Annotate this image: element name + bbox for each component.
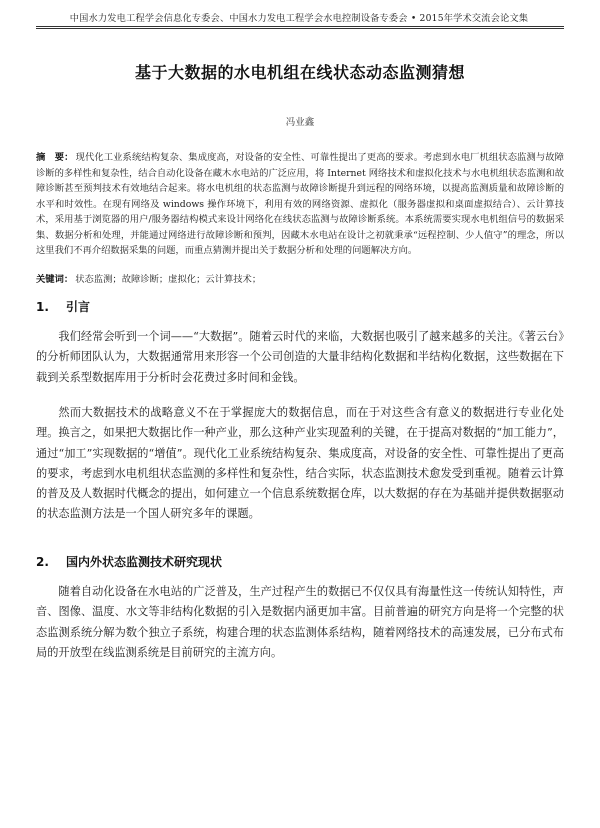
section-number: 1. <box>36 300 49 314</box>
abstract <box>36 150 564 259</box>
section-title: 国内外状态监测技术研究现状 <box>66 555 223 569</box>
section-number: 2. <box>36 555 49 569</box>
author-name: 冯业鑫 <box>285 117 315 128</box>
paragraph: 然而大数据技术的战略意义不在于掌握庞大的数据信息，而在于对这些含有意义的数据进行专业化处理。换言之，如果把大数据比作一种产业，那么这种产业实现盈利的关键，在于提高对数据的“加工能力”，通过“加工”实现数据的“增值”。现代化工业系统结构复杂、集成度高，对设备的安全性、可靠性提出了更高的要求，考虑到水电机组状态监测的多样性和复杂性，结合实际，状态监测技术愈发受到重视。随着云计算的普及及人数据时代概念的提出，如何建立一个信息系统数据仓库，以大数据的存在为基础并提供数据驱动的状态监测方法是一个国人研究多年的课题。 <box>36 406 564 521</box>
keywords-text: 状态监测；故障诊断；虚拟化；云计算技术； <box>75 274 262 285</box>
keywords-label: 关键词： <box>36 274 74 285</box>
paper-title: 基于大数据的水电机组在线状态动态监测猜想 <box>134 63 465 82</box>
paragraph: 随着自动化设备在水电站的广泛普及，生产过程产生的数据已不仅仅具有海量性这一传统认知特性，声音、图像、温度、水文等非结构化数据的引入是数据内涵更加丰富。目前普遍的研究方向是将一个完整的状态监测系统分解为数个独立子系统，构建合理的状态监测体系结构，随着网络技术的高速发展，已分布式布局的开放型在线监测系统是目前研究的主流方向。 <box>36 585 564 659</box>
abstract-label: 摘 要： <box>36 152 74 163</box>
keywords <box>36 272 564 287</box>
running-header: 中国水力发电工程学会信息化专委会、中国水力发电工程学会水电控制设备专委会 • 2015年学术交流会论文集 <box>69 13 529 24</box>
section-title: 引言 <box>66 300 91 314</box>
section-heading-research-status <box>36 553 222 570</box>
paragraph: 我们经常会听到一个词——“大数据”。随着云时代的来临，大数据也吸引了越来越多的关注。《著云台》的分析师团队认为，大数据通常用来形容一个公司创造的大量非结构化数据和半结构化数据，这些数据在下载到关系型数据库用于分析时会花费过多时间和金钱。 <box>36 330 564 384</box>
abstract-text: 现代化工业系统结构复杂、集成度高，对设备的安全性、可靠性提出了更高的要求。考虑到水电厂机组状态监测与故障诊断的多样性和复杂性，结合自动化设备在藏木水电站的广泛应用，将 Internet 网络技术和虚拟化技术与水电机组状态监测和故障诊断甚至预判技术有效地结合起来。将水电机组的状态监测与故障诊断提升到远程的网络环境，以提高监测质量和故障诊断的水平和时效性。在现有网络及 windows 操作环境下，利用有效的网络资源、虚拟化（服务器虚拟和桌面虚拟结合）、云计算技术，采用基于浏览器的用户/服务器结构模式来设计网络化在线状态监测与故障诊断系统。本系统需要实现水电机组信号的数据采集、数据分析和处理，并能通过网络进行故障诊断和预判，因藏木水电站在设计之初就秉承“远程控制、少人值守”的理念，所以这里我们不再介绍数据采集的问题，而重点猜测并提出关于数据分析和处理的问题解决方向。 <box>36 152 564 256</box>
section-heading-introduction <box>36 298 90 315</box>
header-rule <box>36 26 564 29</box>
